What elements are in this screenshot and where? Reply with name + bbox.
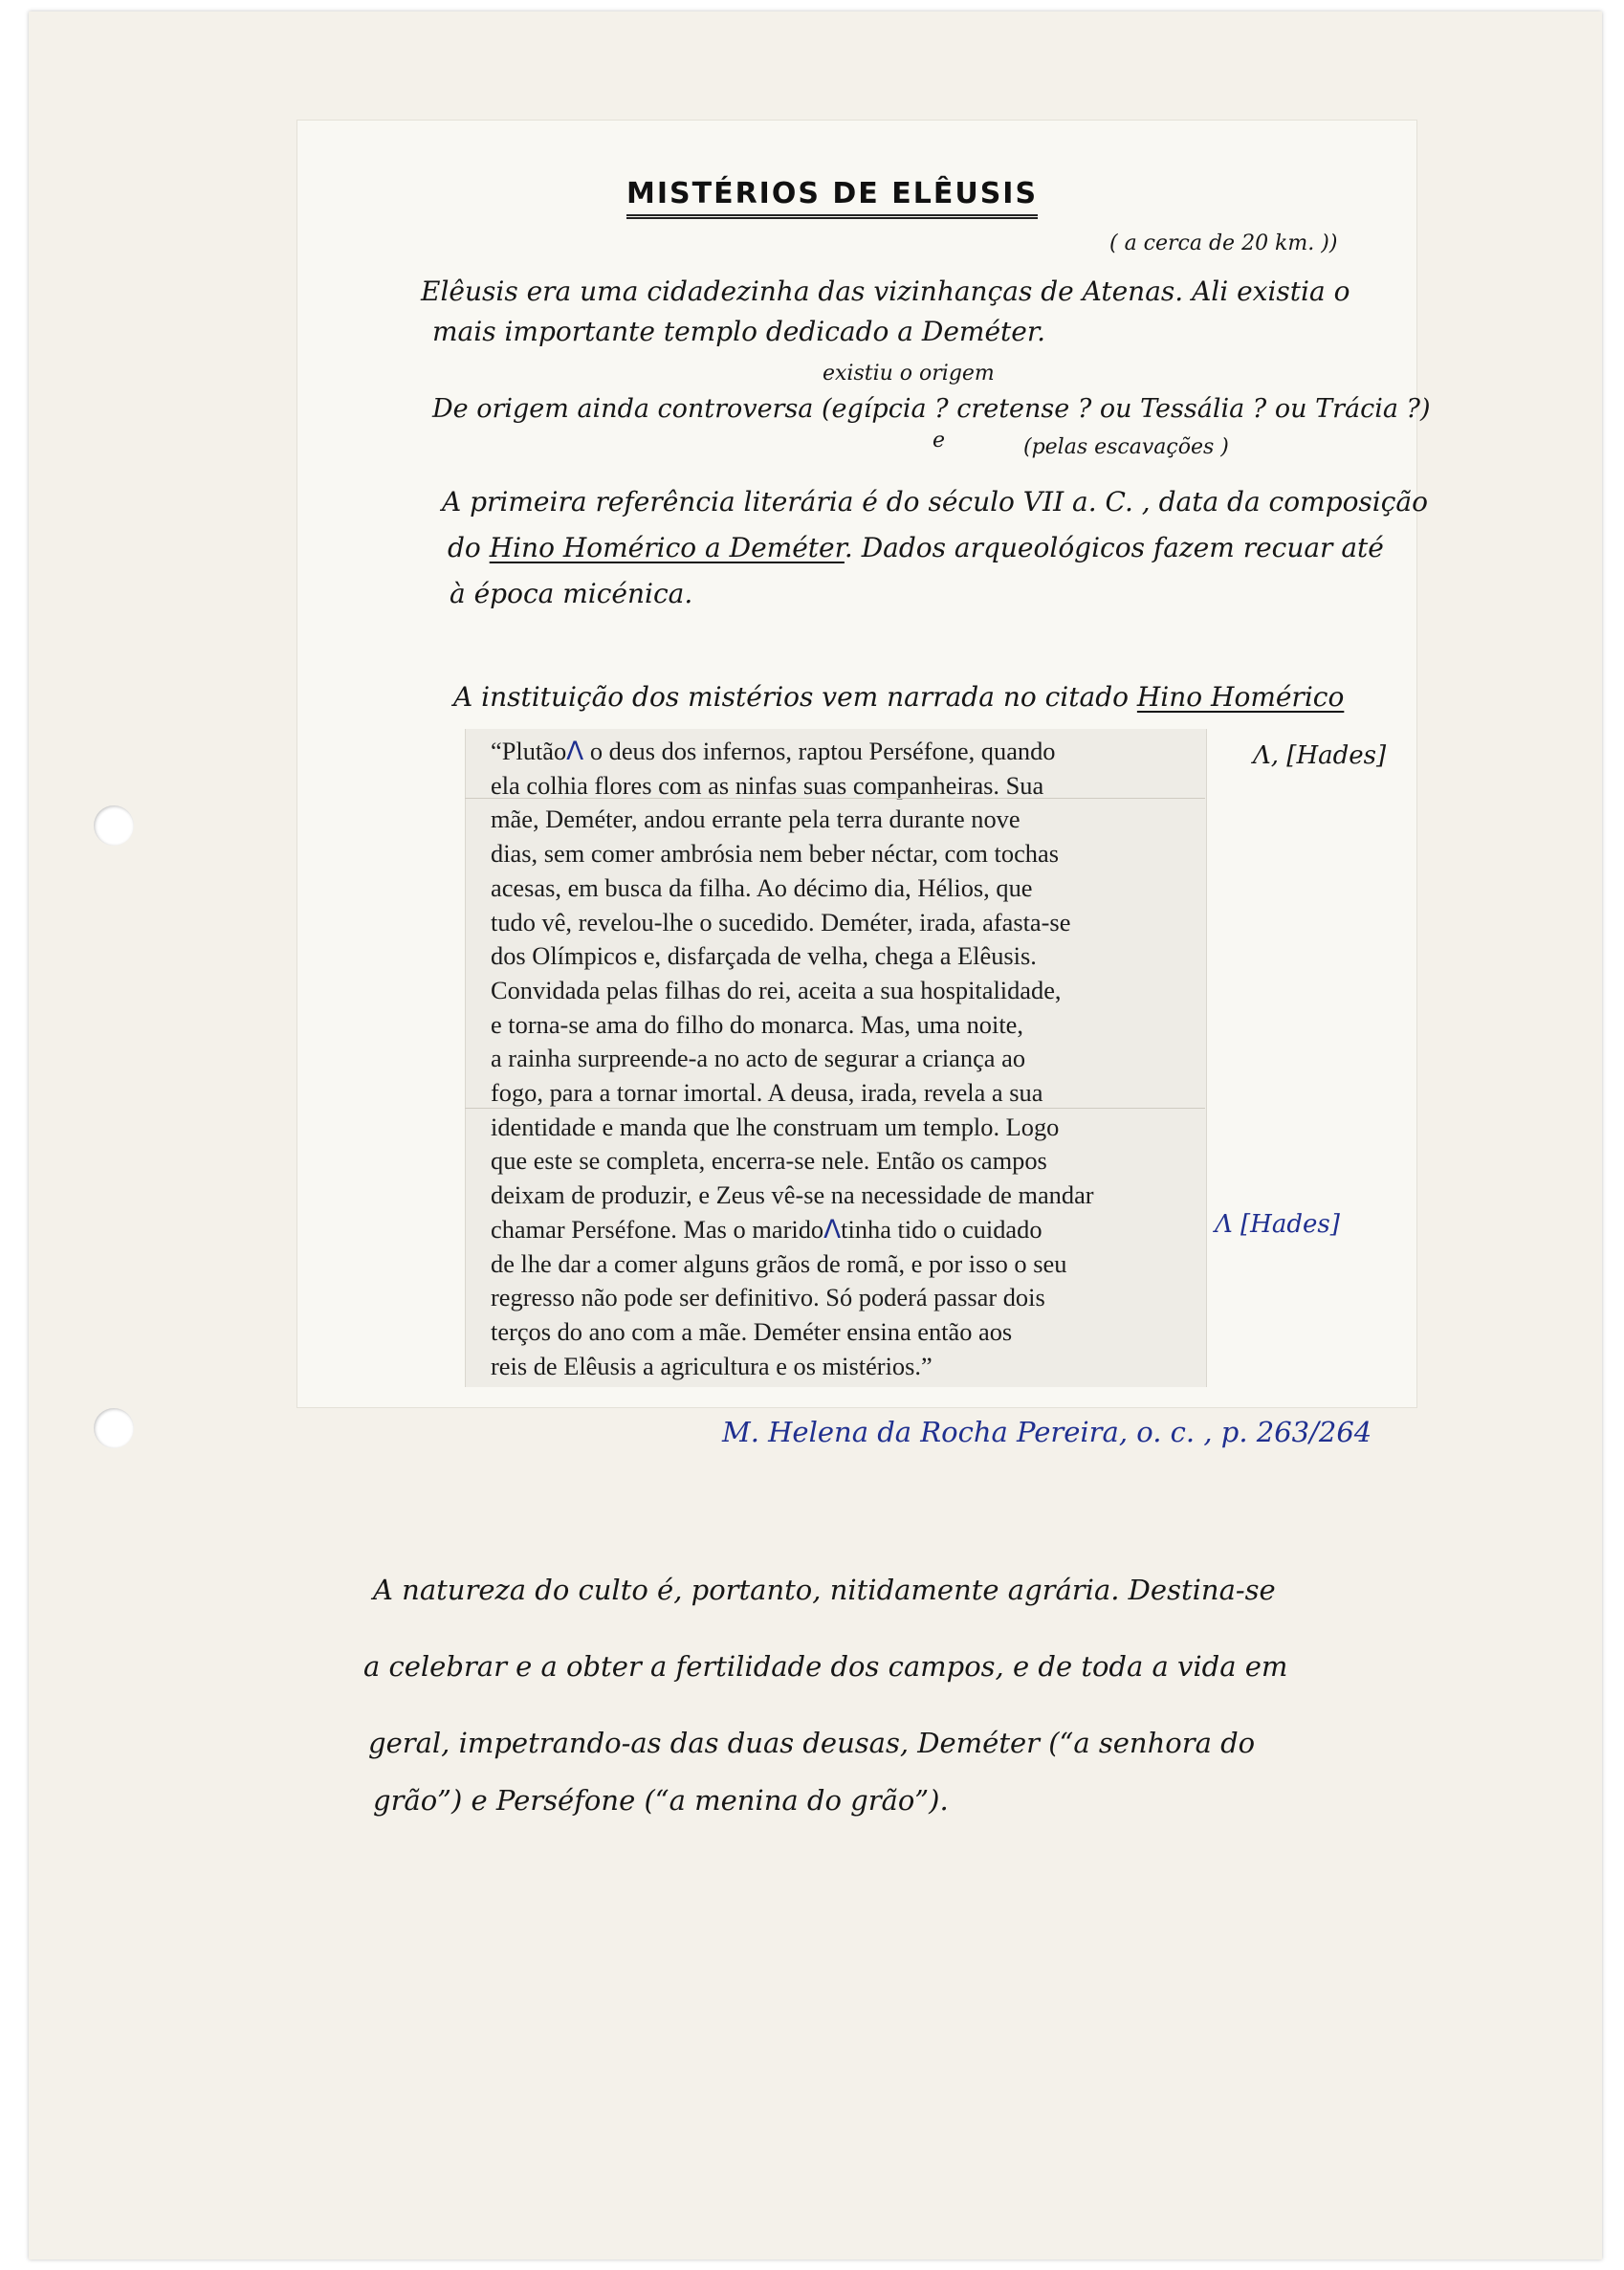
quote-line (491, 1213, 1183, 1247)
quote-line: dos Olímpicos e, disfarçada de velha, chega a Elêusis. (491, 941, 1037, 971)
para5-line3: geral, impetrando-as das duas deusas, Deméter (“a senhora do (368, 1727, 1256, 1759)
note-escavacoes: (pelas escavações ) (1023, 435, 1229, 459)
quote-line: e torna-se ama do filho do monarca. Mas, uma noite, (491, 1009, 1023, 1039)
quote-line: Convidada pelas filhas do rei, aceita a sua hospitalidade, (491, 975, 1062, 1004)
quoted-clipping (465, 729, 1207, 1387)
quote-line: deixam de produzir, e Zeus vê-se na necessidade de mandar (491, 1180, 1094, 1210)
para4-line1 (453, 681, 1344, 713)
quote-line-15-post: tinha tido o cuidado (841, 1214, 1042, 1244)
quote-line: regresso não pode ser definitivo. Só poderá passar dois (491, 1283, 1045, 1312)
page-title: MISTÉRIOS DE ELÊUSIS (626, 177, 1038, 219)
clip-seam (465, 798, 1205, 799)
quote-line: acesas, em busca da filha. Ao décimo dia, Hélios, que (491, 872, 1033, 902)
para3-line2-pre: do (448, 532, 490, 563)
punch-hole-bottom (94, 1408, 134, 1448)
para2-line1: De origem ainda controversa (egípcia ? cretense ? ou Tessália ? ou Trácia ?) (432, 394, 1431, 424)
quote-line: mãe, Deméter, andou errante pela terra durante nove (491, 804, 1020, 834)
insertion-caret: Λ (823, 1214, 842, 1245)
hymn-title: Hino Homérico a Deméter (489, 532, 845, 563)
quote-line: dias, sem comer ambrósia nem beber néctar, com tochas (491, 839, 1059, 869)
margin-note-hades-1: Λ, [Hades] (1253, 741, 1387, 770)
quote-line: terços do ano com a mãe. Deméter ensina então aos (491, 1316, 1013, 1346)
punch-hole-top (94, 805, 134, 846)
quote-line-15-pre: chamar Perséfone. Mas o marido (491, 1214, 824, 1244)
note-e: e (933, 429, 946, 452)
para4-pre: A instituição dos mistérios vem narrada no citado (453, 681, 1137, 713)
quote-line: que este se completa, encerra-se nele. Então os campos (491, 1146, 1047, 1176)
citation: M. Helena da Rocha Pereira, o. c. , p. 263/264 (722, 1416, 1372, 1448)
para3-line3: à época micénica. (450, 578, 693, 609)
quote-line-1-pre: “Plutão (491, 737, 567, 765)
para4-hymn: Hino Homérico (1136, 681, 1345, 713)
para3-line1: A primeira referência literária é do século VII a. C. , data da composição (442, 486, 1428, 518)
quote-line: reis de Elêusis a agricultura e os mistérios.” (491, 1351, 933, 1380)
quote-line: identidade e manda que lhe construam um templo. Logo (491, 1112, 1060, 1141)
note-existiu-origem: existiu o origem (823, 362, 995, 386)
quote-line: de lhe dar a comer alguns grãos de romã, e por isso o seu (491, 1248, 1067, 1278)
quote-text (491, 735, 1183, 1383)
note-distance: ( a cerca de 20 km. )) (1109, 231, 1338, 255)
margin-note-hades-2: Λ [Hades] (1215, 1210, 1340, 1239)
para5-line4: grão”) e Perséfone (“a menina do grão”). (373, 1784, 949, 1817)
insertion-caret: Λ (566, 737, 584, 766)
para1-line1: Elêusis era uma cidadezinha das vizinhanças de Atenas. Ali existia o (421, 275, 1350, 307)
para1-line2: mais importante templo dedicado a Deméter. (432, 316, 1046, 347)
quote-line: a rainha surpreende-a no acto de segurar a criança ao (491, 1044, 1026, 1073)
para3-line2-post: . Dados arqueológicos fazem recuar até (844, 532, 1384, 563)
quote-line: tudo vê, revelou-lhe o sucedido. Deméter, irada, afasta-se (491, 907, 1071, 937)
para3-line2 (448, 532, 1384, 563)
clip-seam (465, 1108, 1205, 1109)
para5-line1: A natureza do culto é, portanto, nitidamente agrária. Destina-se (373, 1574, 1276, 1606)
quote-line: fogo, para a tornar imortal. A deusa, irada, revela a sua (491, 1078, 1043, 1108)
quote-line (491, 735, 1183, 769)
quote-line: ela colhia flores com as ninfas suas companheiras. Sua (491, 770, 1044, 800)
quote-line-1-post: o deus dos infernos, raptou Perséfone, quando (589, 737, 1056, 765)
para5-line2: a celebrar e a obter a fertilidade dos campos, e de toda a vida em (363, 1650, 1288, 1683)
